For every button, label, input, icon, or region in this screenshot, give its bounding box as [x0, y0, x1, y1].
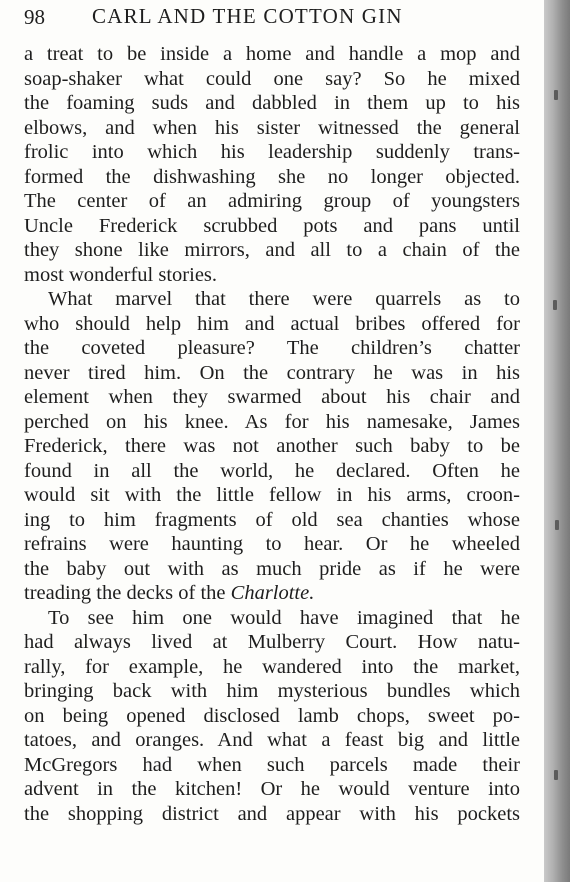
text-line: a treat to be inside a home and handle a mop and	[24, 43, 520, 65]
text-line: elbows, and when his sister witnessed the general	[24, 116, 520, 139]
text-line: soap-shaker what could one say? So he mixed	[24, 67, 520, 90]
page-edge-mark	[555, 520, 559, 530]
text-line: formed the dishwashing she no longer objected.	[24, 165, 520, 188]
text-line: element when they swarmed about his chair and	[24, 386, 520, 408]
ship-name: Charlotte.	[230, 582, 315, 604]
text-line: never tired him. On the contrary he was in his	[24, 361, 520, 384]
text-line: would sit with the little fellow in his arms, croon-	[24, 484, 520, 506]
text-line: ing to him fragments of old sea chanties whose	[24, 508, 520, 531]
running-head: CARL AND THE COTTON GIN	[92, 4, 403, 28]
page-edge-shadow	[544, 0, 570, 882]
text-line: the coveted pleasure? The children’s chatter	[24, 337, 520, 359]
text-line: found in all the world, he declared. Often he	[24, 459, 520, 482]
body-text	[24, 42, 520, 826]
text-line: McGregors had when such parcels made their	[24, 753, 520, 776]
text-line: they shone like mirrors, and all to a chain of the	[24, 239, 520, 261]
text-line: the shopping district and appear with his pockets	[24, 802, 520, 825]
text-line: the foaming suds and dabbled in them up to his	[24, 92, 520, 114]
page-header	[24, 4, 524, 30]
text-line: perched on his knee. As for his namesake, James	[24, 410, 520, 433]
page-edge-mark	[554, 90, 558, 100]
text-line: Uncle Frederick scrubbed pots and pans until	[24, 214, 520, 237]
text-line: rally, for example, he wandered into the market,	[24, 655, 520, 678]
text-line: had always lived at Mulberry Court. How natu-	[24, 631, 520, 653]
text-line: Frederick, there was not another such baby to be	[24, 435, 520, 457]
page-number: 98	[24, 5, 45, 29]
text-line: frolic into which his leadership suddenly trans-	[24, 141, 520, 163]
text-line: refrains were haunting to hear. Or he wheeled	[24, 533, 520, 555]
text-line: most wonderful stories.	[24, 263, 218, 286]
text-line: treading the decks of the	[24, 582, 231, 604]
text-line: on being opened disclosed lamb chops, sweet po-	[24, 704, 520, 727]
page-edge-mark	[554, 770, 558, 780]
text-line: What marvel that there were quarrels as to	[48, 288, 520, 310]
text-line: who should help him and actual bribes offered for	[24, 312, 520, 335]
text-line: advent in the kitchen! Or he would venture into	[24, 778, 520, 800]
text-line: the baby out with as much pride as if he were	[24, 557, 520, 580]
text-line: The center of an admiring group of youngsters	[24, 190, 520, 212]
text-line: bringing back with him mysterious bundles which	[24, 680, 520, 702]
text-line-with-ship-name	[24, 581, 520, 606]
text-line: tatoes, and oranges. And what a feast big and little	[24, 729, 520, 751]
text-line: To see him one would have imagined that he	[48, 606, 520, 629]
page-edge-mark	[553, 300, 557, 310]
